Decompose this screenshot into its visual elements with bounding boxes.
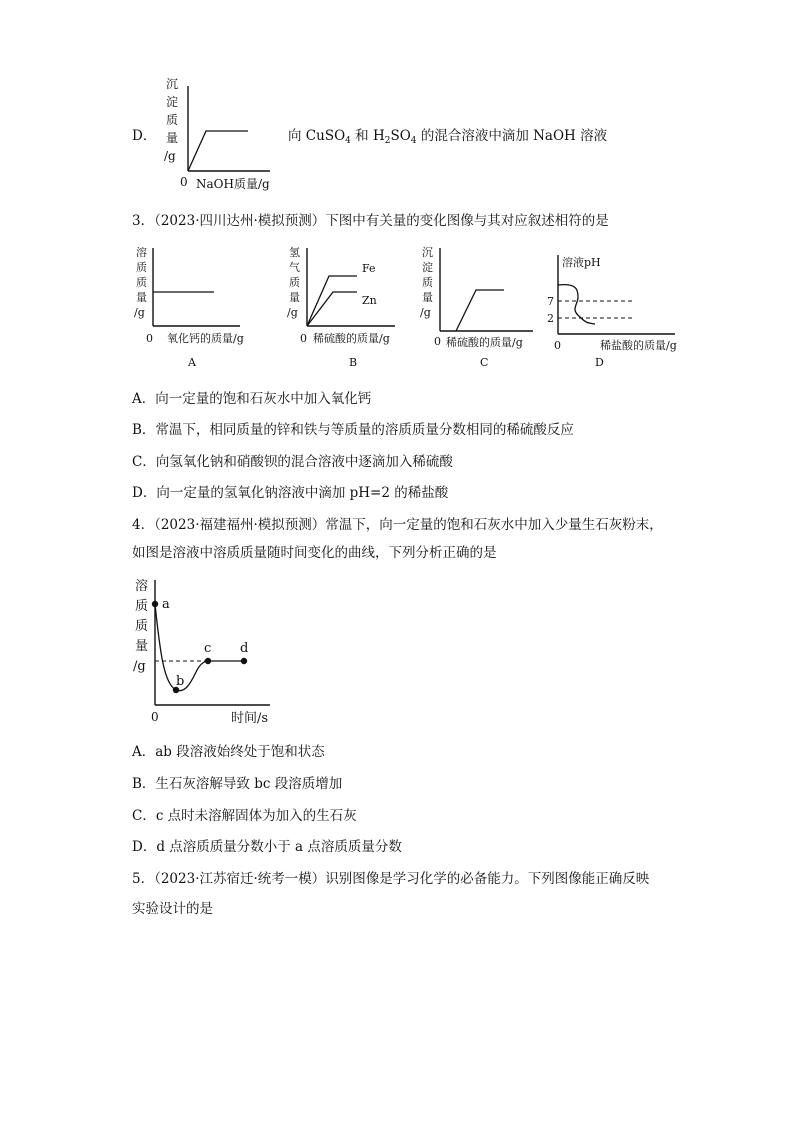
svg-text:量: 量 xyxy=(136,291,147,304)
graph-origin: 0 xyxy=(180,175,188,189)
svg-text:溶: 溶 xyxy=(136,246,147,259)
svg-text:时间/s: 时间/s xyxy=(231,711,269,726)
q4-option-b[interactable]: B．生石灰溶解导致 bc 段溶质增加 xyxy=(132,776,343,792)
svg-text:沉: 沉 xyxy=(422,246,433,259)
point-a xyxy=(152,601,158,607)
label-a: a xyxy=(162,597,170,612)
graph-ylabel-char: 沉 xyxy=(166,77,179,91)
svg-text:气: 气 xyxy=(289,261,300,274)
q5-stem-line1: 5．（2023·江苏宿迁·统考一模）识别图像是学习化学的必备能力。下列图像能正确反映 xyxy=(132,871,650,887)
svg-text:质: 质 xyxy=(136,276,147,289)
svg-text:/g: /g xyxy=(133,659,146,674)
q4-option-a[interactable]: A．ab 段溶液始终处于饱和状态 xyxy=(132,744,325,760)
q4-option-d[interactable]: D．d 点溶质质量分数小于 a 点溶质质量分数 xyxy=(132,839,402,855)
graph-ylabel-char: 质 xyxy=(166,113,179,127)
svg-text:质: 质 xyxy=(135,599,149,614)
svg-text:质: 质 xyxy=(136,261,147,274)
svg-text:质: 质 xyxy=(422,276,433,289)
svg-text:淀: 淀 xyxy=(422,261,433,274)
label-d: d xyxy=(240,641,249,656)
q3-option-d[interactable]: D．向一定量的氢氧化钠溶液中滴加 pH=2 的稀盐酸 xyxy=(132,485,449,501)
svg-text:稀硫酸的质量/g: 稀硫酸的质量/g xyxy=(313,332,390,345)
prev-option-d-text: 向 CuSO$_4$ 和 $H_2SO_4$ 的混合溶液中滴加 NaOH 溶液 xyxy=(288,128,608,146)
data-line xyxy=(456,290,504,331)
graph-ylabel-char: /g xyxy=(164,149,176,163)
legend-fe: Fe xyxy=(362,262,376,275)
q4-stem-line1: 4．（2023·福建福州·模拟预测）常温下，向一定量的饱和石灰水中加入少量生石灰粉末， xyxy=(132,517,663,533)
label-c: c xyxy=(204,641,212,656)
q3-option-b[interactable]: B．常温下，相同质量的锌和铁与等质量的溶质质量分数相同的稀硫酸反应 xyxy=(132,422,574,438)
svg-text:稀盐酸的质量/g: 稀盐酸的质量/g xyxy=(600,339,677,352)
q3-option-c[interactable]: C．向氢氧化钠和硝酸钡的混合溶液中逐滴加入稀硫酸 xyxy=(132,454,453,470)
svg-text:氢: 氢 xyxy=(289,246,300,259)
svg-text:氧化钙的质量/g: 氧化钙的质量/g xyxy=(167,332,244,345)
q3-graph-a xyxy=(130,238,260,373)
q4-option-c[interactable]: C．c 点时未溶解固体为加入的生石灰 xyxy=(132,808,357,824)
series-fe xyxy=(307,276,357,326)
graph-label: A xyxy=(188,356,196,369)
graph-label: D xyxy=(595,356,604,369)
tick-7: 7 xyxy=(547,295,554,308)
prev-option-d-graph xyxy=(158,74,288,194)
svg-text:质: 质 xyxy=(289,276,300,289)
label-b: b xyxy=(176,674,185,689)
svg-text:0: 0 xyxy=(554,339,561,352)
prev-option-d-letter: D． xyxy=(132,128,157,144)
q3-graph-c xyxy=(418,238,543,373)
svg-text:质: 质 xyxy=(135,619,149,634)
q3-stem: 3．（2023·四川达州·模拟预测）下图中有关量的变化图像与其对应叙述相符的是 xyxy=(132,213,609,229)
svg-text:量: 量 xyxy=(289,291,300,304)
graph-ylabel-char: 淀 xyxy=(166,95,179,109)
q5-stem-line2: 实验设计的是 xyxy=(132,901,213,917)
tick-2: 2 xyxy=(547,312,554,325)
q3-graph-b xyxy=(285,238,420,373)
q4-stem-line2: 如图是溶液中溶质质量随时间变化的曲线，下列分析正确的是 xyxy=(132,545,497,561)
svg-text:量: 量 xyxy=(135,639,149,654)
graph-label: B xyxy=(349,356,358,369)
graph-xlabel: NaOH质量/g xyxy=(196,177,270,191)
svg-text:量: 量 xyxy=(422,291,433,304)
svg-text:溶液pH: 溶液pH xyxy=(562,256,601,269)
svg-text:稀硫酸的质量/g: 稀硫酸的质量/g xyxy=(446,336,523,349)
svg-text:/g: /g xyxy=(420,306,431,319)
q4-graph xyxy=(130,572,290,732)
svg-text:/g: /g xyxy=(134,306,145,319)
svg-text:0: 0 xyxy=(300,332,307,345)
svg-text:0: 0 xyxy=(146,332,153,345)
svg-text:/g: /g xyxy=(287,306,298,319)
graph-ylabel-char: 量 xyxy=(166,131,179,145)
graph-label: C xyxy=(480,356,489,369)
data-line xyxy=(188,131,248,171)
q3-option-a[interactable]: A．向一定量的饱和石灰水中加入氧化钙 xyxy=(132,391,372,407)
svg-text:溶: 溶 xyxy=(135,579,149,594)
point-d xyxy=(241,658,247,664)
legend-zn: Zn xyxy=(362,294,377,307)
svg-text:0: 0 xyxy=(434,335,441,348)
point-c xyxy=(205,658,211,664)
q3-graph-d xyxy=(540,245,690,373)
curve xyxy=(155,604,249,691)
svg-text:0: 0 xyxy=(151,710,159,724)
